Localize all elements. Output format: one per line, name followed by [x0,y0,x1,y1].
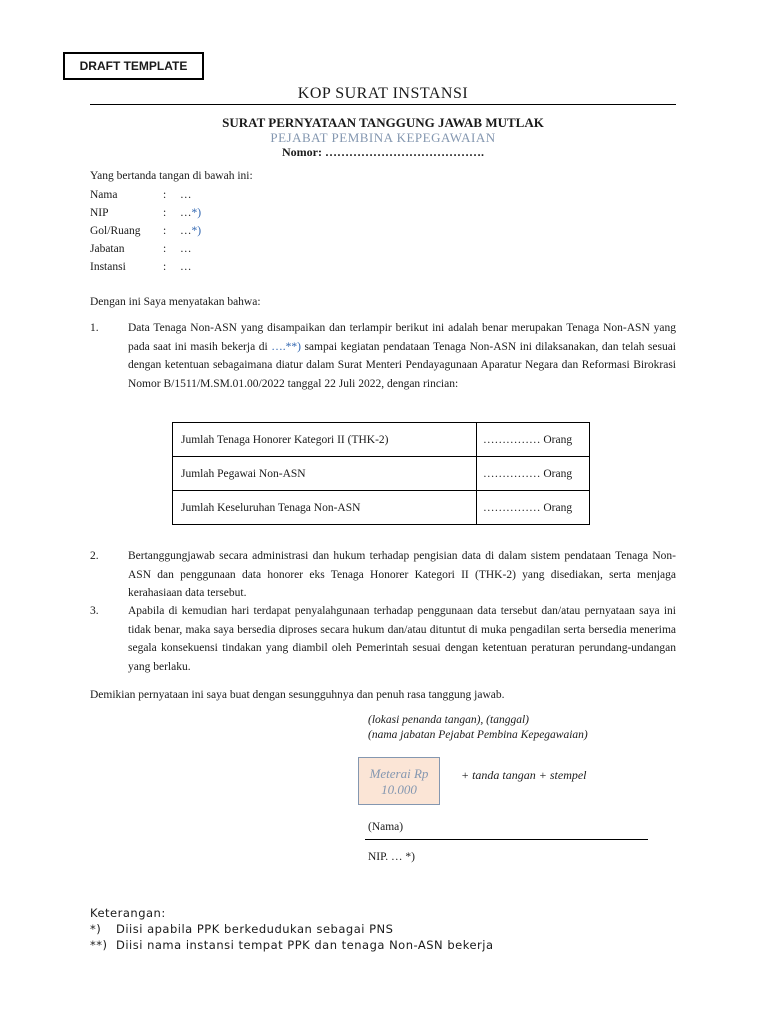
point-1-text-after: sampai kegiatan pendataan Tenaga Non-ASN ini dilaksanakan, dan telah sesuai dengan ketentuan sebagaimana diatur dalam Surat Menteri Pendayagunaan Aparatur Negara dan Reformasi Birokrasi Nomor B/1511/M.SM.01.00/2022 tanggal 22 Juli 2022, dengan rincian: [128,340,676,390]
note-text: Diisi nama instansi tempat PPK dan tenaga Non-ASN bekerja [116,938,494,952]
point-1-text-before: Data Tenaga Non-ASN yang disampaikan dan terlampir berikut ini adalah benar merupakan Tenaga Non-ASN yang pada saat ini masih bekerja di [128,322,676,353]
identity-value: … [180,225,192,237]
identity-label: NIP [90,207,109,219]
signature-position: (nama jabatan Pejabat Pembina Kepegawaian) [368,729,588,741]
point-2-text: Bertanggungjawab secara administrasi dan hukum terhadap pengisian data di dalam sistem pendataan Tenaga Non-ASN dan penggunaan data honorer eks Tenaga Honorer Kategori II (THK-2) yang disediakan, serta menjaga kerahasiaan data tersebut. [128,550,676,599]
identity-label: Instansi [90,261,126,273]
draft-template-label: DRAFT TEMPLATE [63,52,204,80]
statement-intro: Dengan ini Saya menyatakan bahwa: [90,296,261,308]
letterhead-title: KOP SURAT INSTANSI [297,85,469,102]
identity-colon: : [163,261,167,273]
document-number: Nomor: …………………………………. [282,145,484,159]
signer-name: (Nama) [368,821,404,833]
table-cell-label: Jumlah Tenaga Honorer Kategori II (THK-2) [173,423,477,457]
note-item [90,937,494,953]
point-1-highlight: ….**) [271,340,301,353]
identity-note-mark: *) [191,225,202,237]
note-mark: **) [90,938,108,952]
identity-value: … [180,261,192,273]
point-number: 3. [90,605,99,617]
meterai-label: Meterai Rp [369,766,429,781]
notes-title: Keterangan: [90,906,166,920]
table-cell-value: …………… Orang [477,423,590,457]
table-row [173,457,590,491]
point-3-text: Apabila di kemudian hari terdapat penyalahgunaan terhadap penggunaan data tersebut dan/atau pernyataan saya ini tidak benar, maka saya bersedia diproses secara hukum dan/atau dituntut di muka pengadilan serta bersedia menerima segala konsekuensi tindakan yang diambil oleh Pemerintah sesuai dengan ketentuan peraturan perundang-undangan yang berlaku. [128,605,676,673]
document-title: SURAT PERNYATAAN TANGGUNG JAWAB MUTLAK [222,115,544,130]
table-row [173,491,590,525]
identity-colon: : [163,243,167,255]
signature-instruction: + tanda tangan + stempel [461,768,587,782]
identity-value: … [180,243,192,255]
meterai-stamp-box [358,757,440,805]
identity-label: Nama [90,189,118,201]
table-row [173,423,590,457]
note-text: Diisi apabila PPK berkedudukan sebagai PNS [116,922,394,936]
signer-nip: NIP. … *) [368,851,415,863]
table-cell-label: Jumlah Keseluruhan Tenaga Non-ASN [173,491,477,525]
identity-colon: : [163,207,167,219]
identity-row-nama [90,186,192,204]
identity-row-jabatan [90,240,192,258]
identity-row-gol-ruang [90,222,201,240]
letterhead-divider [90,104,676,105]
point-number: 2. [90,550,99,562]
signature-underline [365,839,648,840]
table-cell-value: …………… Orang [477,457,590,491]
rincian-table [172,422,590,525]
note-mark: *) [90,922,102,936]
table-cell-value: …………… Orang [477,491,590,525]
identity-value: … [180,207,192,219]
signature-location-date: (lokasi penanda tangan), (tanggal) [368,714,529,726]
note-item [90,921,393,937]
closing-text: Demikian pernyataan ini saya buat dengan sesungguhnya dan penuh rasa tanggung jawab. [90,689,505,701]
point-number: 1. [90,322,99,334]
identity-colon: : [163,225,167,237]
identity-row-instansi [90,258,192,276]
identity-row-nip [90,204,201,222]
identity-label: Jabatan [90,243,125,255]
point-1-text [128,319,676,393]
intro-text: Yang bertanda tangan di bawah ini: [90,170,253,182]
identity-note-mark: *) [191,207,202,219]
document-subtitle: PEJABAT PEMBINA KEPEGAWAIAN [270,130,496,145]
identity-label: Gol/Ruang [90,225,141,237]
identity-colon: : [163,189,167,201]
table-cell-label: Jumlah Pegawai Non-ASN [173,457,477,491]
meterai-amount: 10.000 [381,782,417,797]
identity-value: … [180,189,192,201]
